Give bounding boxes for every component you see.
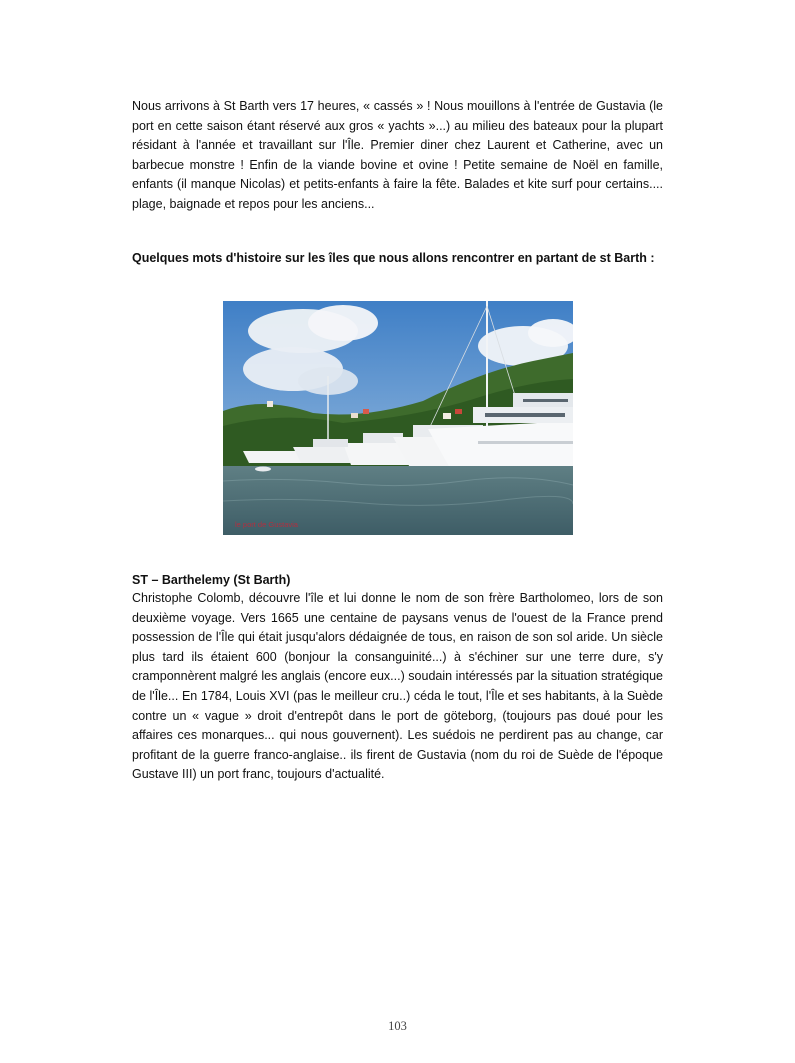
gustavia-harbor-photo [223,301,573,535]
page-number: 103 [388,1019,407,1033]
photo-caption: le port de Gustavia [235,520,298,529]
section-title: ST – Barthelemy (St Barth) [132,573,291,587]
history-paragraph: Christophe Colomb, découvre l'île et lui donne le nom de son frère Bartholomeo, lors de son deuxième voyage. Vers 1665 une centaine de paysans venus de l'ouest de la France prend possession de l'Île qui était jusqu'alors dédaignée de tous, en raison de son sol aride. Un siècle plus tard ils étaient 600 (bonjour la consanguinité...) à s'échiner sur une terre dure, s'y cramponnèrent malgré les anglais (encore eux...) soudain intéressés par la situation stratégique de l'Île... En 1784, Louis XVI (pas le meilleur cru..) céda le tout, l'Île et ses habitants, à la Suède contre un « vague » droit d'entrepôt dans le port de göteborg, (toujours pas doué pour les affaires ces monarques... qui nous gouvernent). Les suédois ne perdirent pas au change, car profitant de la guerre franco-anglaise.. ils firent de Gustavia (nom du roi de Suède de l'époque Gustave III) un port franc, toujours d'actualité. [132,591,663,782]
harbor-illustration [223,301,573,535]
history-heading: Quelques mots d'histoire sur les îles que nous allons rencontrer en partant de st Barth : [132,251,655,265]
intro-paragraph: Nous arrivons à St Barth vers 17 heures, « cassés » ! Nous mouillons à l'entrée de Gustavia (le port en cette saison étant réservé aux gros « yachts »...) au milieu des bateaux pour la plupart résidant à l'année et travaillant sur l'Île. Premier diner chez Laurent et Catherine, avec un barbecue monstre ! Enfin de la viande bovine et ovine ! Petite semaine de Noël en famille, enfants (il manque Nicolas) et petits-enfants à faire la fête. Balades et kite surf pour certains.... plage, baignade et repos pour les anciens... [132,99,663,211]
